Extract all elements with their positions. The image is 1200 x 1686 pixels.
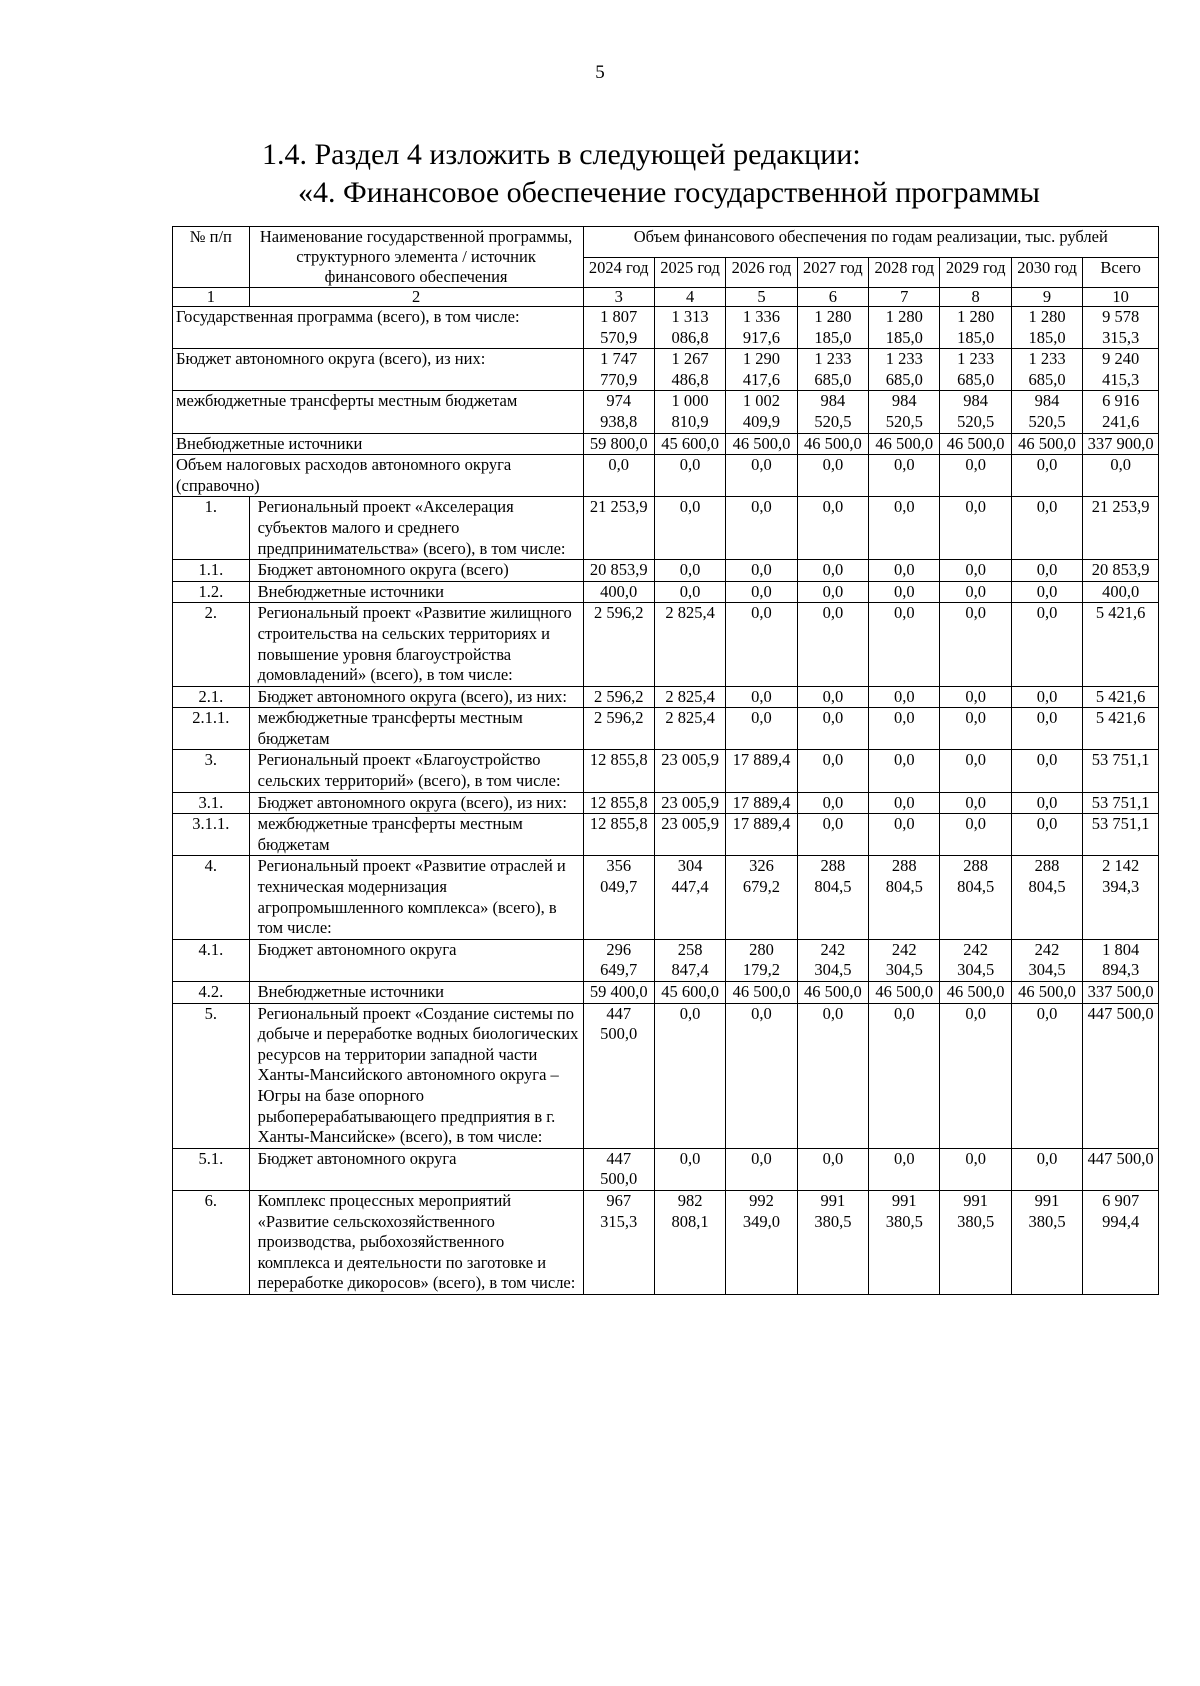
value-cell: 46 500,0 bbox=[940, 433, 1011, 455]
value-cell: 0,0 bbox=[726, 686, 797, 708]
value-cell: 23 005,9 bbox=[654, 814, 725, 856]
value-cell: 280 179,2 bbox=[726, 939, 797, 981]
value-cell: 21 253,9 bbox=[583, 497, 654, 560]
value-cell: 0,0 bbox=[869, 560, 940, 582]
value-cell: 0,0 bbox=[797, 792, 868, 814]
value-cell: 53 751,1 bbox=[1083, 814, 1159, 856]
value-cell: 0,0 bbox=[869, 1003, 940, 1148]
value-cell: 0,0 bbox=[1011, 455, 1082, 497]
row-label: Региональный проект «Развитие отраслей и техническая модернизация агропромышленного комплекса» (всего), в том числе: bbox=[249, 856, 583, 939]
value-cell: 1 807 570,9 bbox=[583, 307, 654, 349]
value-cell: 982 808,1 bbox=[654, 1190, 725, 1294]
value-cell: 0,0 bbox=[726, 603, 797, 686]
row-number: 2.1.1. bbox=[173, 708, 250, 750]
table-row bbox=[173, 982, 1159, 1004]
value-cell: 0,0 bbox=[797, 455, 868, 497]
value-cell: 0,0 bbox=[654, 497, 725, 560]
value-cell: 46 500,0 bbox=[797, 433, 868, 455]
value-cell: 45 600,0 bbox=[654, 982, 725, 1004]
table-row bbox=[173, 497, 1159, 560]
value-cell: 17 889,4 bbox=[726, 814, 797, 856]
value-cell: 0,0 bbox=[940, 792, 1011, 814]
row-label: Внебюджетные источники bbox=[249, 982, 583, 1004]
value-cell: 2 825,4 bbox=[654, 686, 725, 708]
value-cell: 0,0 bbox=[940, 581, 1011, 603]
column-number: 10 bbox=[1083, 288, 1159, 307]
row-number: 5. bbox=[173, 1003, 250, 1148]
value-cell: 242 304,5 bbox=[869, 939, 940, 981]
value-cell: 0,0 bbox=[654, 581, 725, 603]
row-number: 5.1. bbox=[173, 1148, 250, 1190]
value-cell: 0,0 bbox=[1011, 792, 1082, 814]
value-cell: 0,0 bbox=[726, 560, 797, 582]
table-row bbox=[173, 1190, 1159, 1294]
value-cell: 1 280 185,0 bbox=[1011, 307, 1082, 349]
row-number: 4.1. bbox=[173, 939, 250, 981]
value-cell: 242 304,5 bbox=[1011, 939, 1082, 981]
summary-label: межбюджетные трансферты местным бюджетам bbox=[173, 391, 584, 433]
value-cell: 400,0 bbox=[1083, 581, 1159, 603]
value-cell: 0,0 bbox=[869, 1148, 940, 1190]
table-row bbox=[173, 814, 1159, 856]
value-cell: 0,0 bbox=[940, 1148, 1011, 1190]
value-cell: 0,0 bbox=[1011, 497, 1082, 560]
table-row bbox=[173, 792, 1159, 814]
heading-line-2: «4. Финансовое обеспечение государственной программы bbox=[298, 176, 1040, 209]
value-cell: 46 500,0 bbox=[726, 982, 797, 1004]
table-row bbox=[173, 686, 1159, 708]
value-cell: 0,0 bbox=[726, 708, 797, 750]
row-number: 4.2. bbox=[173, 982, 250, 1004]
row-label: Бюджет автономного округа (всего), из них: bbox=[249, 792, 583, 814]
value-cell: 59 400,0 bbox=[583, 982, 654, 1004]
value-cell: 984 520,5 bbox=[797, 391, 868, 433]
value-cell: 0,0 bbox=[869, 581, 940, 603]
header-year: 2028 год bbox=[869, 257, 940, 288]
value-cell: 6 916 241,6 bbox=[1083, 391, 1159, 433]
value-cell: 0,0 bbox=[726, 581, 797, 603]
value-cell: 46 500,0 bbox=[726, 433, 797, 455]
value-cell: 0,0 bbox=[797, 686, 868, 708]
value-cell: 6 907 994,4 bbox=[1083, 1190, 1159, 1294]
row-number: 1.1. bbox=[173, 560, 250, 582]
value-cell: 991 380,5 bbox=[797, 1190, 868, 1294]
column-number: 7 bbox=[869, 288, 940, 307]
row-label: Бюджет автономного округа (всего), из них: bbox=[249, 686, 583, 708]
header-year: 2025 год bbox=[654, 257, 725, 288]
value-cell: 0,0 bbox=[1011, 750, 1082, 792]
row-label: Региональный проект «Акселерация субъектов малого и среднего предпринимательства» (всего), в том числе: bbox=[249, 497, 583, 560]
row-label: Бюджет автономного округа bbox=[249, 1148, 583, 1190]
value-cell: 1 267 486,8 bbox=[654, 349, 725, 391]
header-total: Всего bbox=[1083, 257, 1159, 288]
row-number: 1.2. bbox=[173, 581, 250, 603]
table-row bbox=[173, 856, 1159, 939]
column-number: 5 bbox=[726, 288, 797, 307]
value-cell: 0,0 bbox=[797, 581, 868, 603]
header-year: 2024 год bbox=[583, 257, 654, 288]
column-number: 6 bbox=[797, 288, 868, 307]
value-cell: 1 290 417,6 bbox=[726, 349, 797, 391]
summary-label: Бюджет автономного округа (всего), из них: bbox=[173, 349, 584, 391]
value-cell: 0,0 bbox=[869, 792, 940, 814]
row-label: межбюджетные трансферты местным бюджетам bbox=[249, 814, 583, 856]
value-cell: 0,0 bbox=[654, 1003, 725, 1148]
value-cell: 337 900,0 bbox=[1083, 433, 1159, 455]
value-cell: 2 142 394,3 bbox=[1083, 856, 1159, 939]
value-cell: 1 280 185,0 bbox=[940, 307, 1011, 349]
table-row bbox=[173, 581, 1159, 603]
value-cell: 17 889,4 bbox=[726, 750, 797, 792]
value-cell: 59 800,0 bbox=[583, 433, 654, 455]
value-cell: 0,0 bbox=[1011, 1148, 1082, 1190]
value-cell: 0,0 bbox=[869, 814, 940, 856]
value-cell: 46 500,0 bbox=[1011, 433, 1082, 455]
header-year: 2027 год bbox=[797, 257, 868, 288]
value-cell: 2 825,4 bbox=[654, 603, 725, 686]
row-label: Бюджет автономного округа bbox=[249, 939, 583, 981]
value-cell: 326 679,2 bbox=[726, 856, 797, 939]
value-cell: 46 500,0 bbox=[869, 982, 940, 1004]
value-cell: 337 500,0 bbox=[1083, 982, 1159, 1004]
value-cell: 20 853,9 bbox=[1083, 560, 1159, 582]
value-cell: 0,0 bbox=[654, 455, 725, 497]
value-cell: 304 447,4 bbox=[654, 856, 725, 939]
value-cell: 288 804,5 bbox=[797, 856, 868, 939]
table-row bbox=[173, 750, 1159, 792]
value-cell: 0,0 bbox=[797, 560, 868, 582]
value-cell: 0,0 bbox=[1011, 708, 1082, 750]
value-cell: 1 000 810,9 bbox=[654, 391, 725, 433]
value-cell: 0,0 bbox=[869, 497, 940, 560]
value-cell: 258 847,4 bbox=[654, 939, 725, 981]
value-cell: 967 315,3 bbox=[583, 1190, 654, 1294]
row-label: Региональный проект «Создание системы по добыче и переработке водных биологических ресурсов на территории западной части Ханты-Мансийского автономного округа – Югры на базе опорного рыбоперерабатывающего предприятия в г. Ханты-Мансийске» (всего), в том числе: bbox=[249, 1003, 583, 1148]
value-cell: 0,0 bbox=[869, 603, 940, 686]
value-cell: 1 280 185,0 bbox=[869, 307, 940, 349]
row-number: 1. bbox=[173, 497, 250, 560]
value-cell: 0,0 bbox=[940, 603, 1011, 686]
value-cell: 400,0 bbox=[583, 581, 654, 603]
column-number: 4 bbox=[654, 288, 725, 307]
value-cell: 447 500,0 bbox=[1083, 1003, 1159, 1148]
column-number: 8 bbox=[940, 288, 1011, 307]
header-num: № п/п bbox=[173, 227, 250, 288]
value-cell: 5 421,6 bbox=[1083, 686, 1159, 708]
value-cell: 21 253,9 bbox=[1083, 497, 1159, 560]
value-cell: 0,0 bbox=[1011, 581, 1082, 603]
row-label: Внебюджетные источники bbox=[249, 581, 583, 603]
column-number: 1 bbox=[173, 288, 250, 307]
value-cell: 984 520,5 bbox=[869, 391, 940, 433]
value-cell: 2 596,2 bbox=[583, 708, 654, 750]
financing-table bbox=[172, 226, 1159, 1295]
value-cell: 288 804,5 bbox=[869, 856, 940, 939]
value-cell: 288 804,5 bbox=[940, 856, 1011, 939]
header-year: 2026 год bbox=[726, 257, 797, 288]
summary-row bbox=[173, 455, 1159, 497]
column-number: 9 bbox=[1011, 288, 1082, 307]
heading-line-1: 1.4. Раздел 4 изложить в следующей редакции: bbox=[262, 138, 861, 171]
value-cell: 23 005,9 bbox=[654, 792, 725, 814]
summary-row bbox=[173, 433, 1159, 455]
value-cell: 12 855,8 bbox=[583, 750, 654, 792]
value-cell: 0,0 bbox=[797, 497, 868, 560]
value-cell: 296 649,7 bbox=[583, 939, 654, 981]
value-cell: 0,0 bbox=[1083, 455, 1159, 497]
value-cell: 447 500,0 bbox=[1083, 1148, 1159, 1190]
value-cell: 242 304,5 bbox=[940, 939, 1011, 981]
summary-label: Внебюджетные источники bbox=[173, 433, 584, 455]
value-cell: 974 938,8 bbox=[583, 391, 654, 433]
summary-row bbox=[173, 391, 1159, 433]
value-cell: 5 421,6 bbox=[1083, 708, 1159, 750]
value-cell: 5 421,6 bbox=[1083, 603, 1159, 686]
value-cell: 23 005,9 bbox=[654, 750, 725, 792]
value-cell: 0,0 bbox=[1011, 603, 1082, 686]
summary-row bbox=[173, 307, 1159, 349]
value-cell: 242 304,5 bbox=[797, 939, 868, 981]
value-cell: 0,0 bbox=[797, 603, 868, 686]
value-cell: 1 336 917,6 bbox=[726, 307, 797, 349]
row-label: Комплекс процессных мероприятий «Развитие сельскохозяйственного производства, рыбохозяйственного комплекса и деятельности по заготовке и переработке дикоросов» (всего), в том числе: bbox=[249, 1190, 583, 1294]
value-cell: 2 596,2 bbox=[583, 603, 654, 686]
value-cell: 2 825,4 bbox=[654, 708, 725, 750]
table-row bbox=[173, 560, 1159, 582]
column-number: 3 bbox=[583, 288, 654, 307]
value-cell: 2 596,2 bbox=[583, 686, 654, 708]
table-row bbox=[173, 939, 1159, 981]
value-cell: 17 889,4 bbox=[726, 792, 797, 814]
row-number: 3.1. bbox=[173, 792, 250, 814]
row-number: 2. bbox=[173, 603, 250, 686]
value-cell: 1 280 185,0 bbox=[797, 307, 868, 349]
table-row bbox=[173, 603, 1159, 686]
value-cell: 447 500,0 bbox=[583, 1148, 654, 1190]
row-label: Бюджет автономного округа (всего) bbox=[249, 560, 583, 582]
value-cell: 0,0 bbox=[940, 497, 1011, 560]
value-cell: 0,0 bbox=[1011, 560, 1082, 582]
value-cell: 0,0 bbox=[940, 560, 1011, 582]
value-cell: 0,0 bbox=[726, 1148, 797, 1190]
row-number: 3.1.1. bbox=[173, 814, 250, 856]
value-cell: 1 233 685,0 bbox=[940, 349, 1011, 391]
value-cell: 12 855,8 bbox=[583, 792, 654, 814]
value-cell: 0,0 bbox=[726, 1003, 797, 1148]
value-cell: 46 500,0 bbox=[940, 982, 1011, 1004]
value-cell: 0,0 bbox=[654, 1148, 725, 1190]
summary-row bbox=[173, 349, 1159, 391]
value-cell: 447 500,0 bbox=[583, 1003, 654, 1148]
value-cell: 0,0 bbox=[726, 497, 797, 560]
value-cell: 0,0 bbox=[797, 1003, 868, 1148]
value-cell: 0,0 bbox=[940, 814, 1011, 856]
header-year: 2030 год bbox=[1011, 257, 1082, 288]
value-cell: 46 500,0 bbox=[869, 433, 940, 455]
value-cell: 1 233 685,0 bbox=[797, 349, 868, 391]
table-row bbox=[173, 1003, 1159, 1148]
value-cell: 992 349,0 bbox=[726, 1190, 797, 1294]
value-cell: 991 380,5 bbox=[1011, 1190, 1082, 1294]
value-cell: 0,0 bbox=[869, 686, 940, 708]
value-cell: 984 520,5 bbox=[940, 391, 1011, 433]
row-number: 4. bbox=[173, 856, 250, 939]
value-cell: 1 002 409,9 bbox=[726, 391, 797, 433]
value-cell: 0,0 bbox=[869, 455, 940, 497]
value-cell: 0,0 bbox=[726, 455, 797, 497]
table-row bbox=[173, 708, 1159, 750]
value-cell: 46 500,0 bbox=[1011, 982, 1082, 1004]
value-cell: 45 600,0 bbox=[654, 433, 725, 455]
header-name: Наименование государственной программы, структурного элемента / источник финансового обеспечения bbox=[249, 227, 583, 288]
row-label: Региональный проект «Развитие жилищного строительства на сельских территориях и повышение уровня благоустройства домовладений» (всего), в том числе: bbox=[249, 603, 583, 686]
value-cell: 0,0 bbox=[1011, 686, 1082, 708]
value-cell: 12 855,8 bbox=[583, 814, 654, 856]
value-cell: 1 313 086,8 bbox=[654, 307, 725, 349]
page-number: 5 bbox=[595, 62, 605, 83]
value-cell: 1 804 894,3 bbox=[1083, 939, 1159, 981]
value-cell: 53 751,1 bbox=[1083, 792, 1159, 814]
value-cell: 9 578 315,3 bbox=[1083, 307, 1159, 349]
value-cell: 0,0 bbox=[797, 1148, 868, 1190]
value-cell: 356 049,7 bbox=[583, 856, 654, 939]
value-cell: 1 233 685,0 bbox=[869, 349, 940, 391]
value-cell: 984 520,5 bbox=[1011, 391, 1082, 433]
value-cell: 0,0 bbox=[583, 455, 654, 497]
value-cell: 20 853,9 bbox=[583, 560, 654, 582]
value-cell: 0,0 bbox=[797, 814, 868, 856]
section-heading bbox=[262, 136, 1040, 212]
row-number: 6. bbox=[173, 1190, 250, 1294]
value-cell: 1 233 685,0 bbox=[1011, 349, 1082, 391]
value-cell: 0,0 bbox=[1011, 814, 1082, 856]
value-cell: 0,0 bbox=[940, 686, 1011, 708]
value-cell: 0,0 bbox=[869, 750, 940, 792]
header-year: 2029 год bbox=[940, 257, 1011, 288]
value-cell: 288 804,5 bbox=[1011, 856, 1082, 939]
value-cell: 0,0 bbox=[940, 455, 1011, 497]
table-row bbox=[173, 1148, 1159, 1190]
value-cell: 0,0 bbox=[1011, 1003, 1082, 1148]
value-cell: 0,0 bbox=[940, 708, 1011, 750]
header-volume: Объем финансового обеспечения по годам реализации, тыс. рублей bbox=[583, 227, 1158, 258]
value-cell: 46 500,0 bbox=[797, 982, 868, 1004]
value-cell: 991 380,5 bbox=[869, 1190, 940, 1294]
value-cell: 0,0 bbox=[797, 708, 868, 750]
row-number: 2.1. bbox=[173, 686, 250, 708]
value-cell: 0,0 bbox=[940, 750, 1011, 792]
value-cell: 0,0 bbox=[940, 1003, 1011, 1148]
value-cell: 0,0 bbox=[797, 750, 868, 792]
summary-label: Объем налоговых расходов автономного округа (справочно) bbox=[173, 455, 584, 497]
column-number: 2 bbox=[249, 288, 583, 307]
value-cell: 1 747 770,9 bbox=[583, 349, 654, 391]
summary-label: Государственная программа (всего), в том числе: bbox=[173, 307, 584, 349]
value-cell: 53 751,1 bbox=[1083, 750, 1159, 792]
value-cell: 9 240 415,3 bbox=[1083, 349, 1159, 391]
row-number: 3. bbox=[173, 750, 250, 792]
value-cell: 0,0 bbox=[654, 560, 725, 582]
value-cell: 991 380,5 bbox=[940, 1190, 1011, 1294]
row-label: Региональный проект «Благоустройство сельских территорий» (всего), в том числе: bbox=[249, 750, 583, 792]
value-cell: 0,0 bbox=[869, 708, 940, 750]
row-label: межбюджетные трансферты местным бюджетам bbox=[249, 708, 583, 750]
